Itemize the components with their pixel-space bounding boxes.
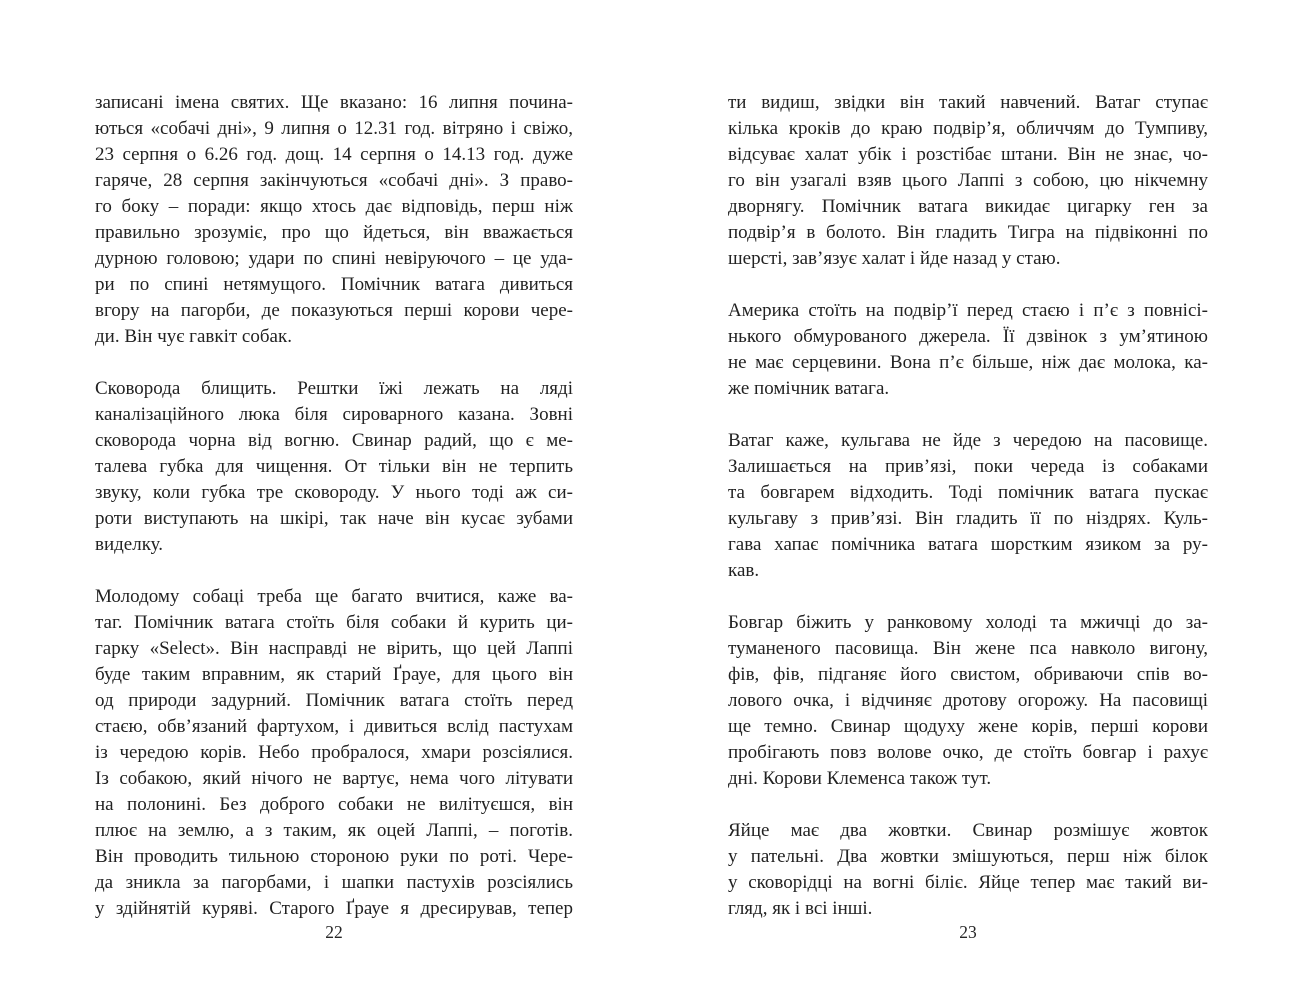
- text-line: гаряче, 28 серпня закінчуються «собачі дні». З право-: [95, 170, 573, 191]
- text-line: каналізаційного люка біля сироварного казана. Зовні: [95, 404, 573, 425]
- text-line: пробігають повз волове очко, де стоїть бовгар і рахує: [728, 742, 1208, 763]
- page-left: [95, 0, 573, 1000]
- text-line: Залишається на прив’язі, поки череда із собаками: [728, 456, 1208, 477]
- text-line: у сковорідці на вогні біліє. Яйце тепер має такий ви-: [728, 872, 1208, 893]
- text-line: го боку – поради: якщо хтось дає відповідь, перш ніж: [95, 196, 573, 217]
- page-right-text-block: [728, 0, 1208, 922]
- text-line: ються «собачі дні», 9 липня о 12.31 год. вітряно і свіжо,: [95, 118, 573, 139]
- text-line: та бовгарем відходить. Тоді помічник ватага пускає: [728, 482, 1208, 503]
- text-line: туманеного пасовища. Він жене пса навколо вигону,: [728, 638, 1208, 659]
- text-line: плює на землю, а з таким, як оцей Лаппі, – поготів.: [95, 820, 573, 841]
- text-line: у пательні. Два жовтки змішуються, перш ніж білок: [728, 846, 1208, 867]
- text-line: дурною головою; удари по спині невіруючого – це уда-: [95, 248, 573, 269]
- text-line: стаєю, обв’язаний фартухом, і дивиться вслід пастухам: [95, 716, 573, 737]
- text-line: вгору на пагорби, де показуються перші корови чере-: [95, 300, 573, 321]
- text-line: же помічник ватага.: [728, 378, 890, 399]
- paragraph: [728, 298, 1208, 402]
- text-line: сковорода чорна від вогню. Свинар радий, що є ме-: [95, 430, 573, 451]
- text-line: гарку «Select». Він насправді не вірить, що цей Лаппі: [95, 638, 573, 659]
- text-line: ди. Він чує гавкіт собак.: [95, 326, 292, 347]
- paragraph: [728, 818, 1208, 922]
- paragraph: [95, 584, 573, 922]
- text-line: Яйце має два жовтки. Свинар розмішує жовток: [728, 820, 1208, 841]
- page-left-number: 22: [325, 922, 343, 942]
- paragraph: [728, 90, 1208, 272]
- text-line: Бовгар біжить у ранковому холоді та мжичці до за-: [728, 612, 1208, 633]
- text-line: правильно зрозуміє, про що йдеться, він вважається: [95, 222, 573, 243]
- text-line: Сковорода блищить. Рештки їжі лежать на ляді: [95, 378, 573, 399]
- text-line: нького обмурованого джерела. Її дзвінок з ум’ятиною: [728, 326, 1208, 347]
- text-line: Він проводить тильною стороною руки по роті. Чере-: [95, 846, 573, 867]
- text-line: кілька кроків до краю подвір’я, обличчям до Тумпиву,: [728, 118, 1208, 139]
- text-line: Ватаг каже, кульгава не йде з чередою на пасовище.: [728, 430, 1208, 451]
- paragraph: [728, 428, 1208, 584]
- text-line: дні. Корови Клеменса також тут.: [728, 768, 992, 789]
- text-line: кав.: [728, 560, 760, 581]
- paragraph: [95, 90, 573, 350]
- text-line: ри по спині нетямущого. Помічник ватага дивиться: [95, 274, 573, 295]
- text-line: Із собакою, який нічого не вартує, нема чого літувати: [95, 768, 573, 789]
- text-line: із чередою корів. Небо пробралося, хмари розсіялися.: [95, 742, 573, 763]
- text-line: роти виступають на шкірі, так наче він кусає зубами: [95, 508, 573, 529]
- text-line: записані імена святих. Ще вказано: 16 липня почина-: [95, 92, 573, 113]
- text-line: ти видиш, звідки він такий навчений. Ватаг ступає: [728, 92, 1208, 113]
- text-line: од природи задурний. Помічник ватага стоїть перед: [95, 690, 573, 711]
- text-line: ще темно. Свинар щодуху жене корів, перші корови: [728, 716, 1208, 737]
- page-right: [728, 0, 1208, 1000]
- text-line: звуку, коли губка тре сковороду. У нього тоді аж си-: [95, 482, 573, 503]
- text-line: гляд, як і всі інші.: [728, 898, 873, 919]
- text-line: дворнягу. Помічник ватага викидає цигарку ген за: [728, 196, 1208, 217]
- paragraph: [95, 376, 573, 558]
- text-line: таг. Помічник ватага стоїть біля собаки й курить ци-: [95, 612, 573, 633]
- text-line: го він узагалі взяв цього Лаппі з собою, цю нікчемну: [728, 170, 1208, 191]
- text-line: Молодому собаці треба ще багато вчитися, каже ва-: [95, 586, 573, 607]
- text-line: подвір’я в болото. Він гладить Тигра на підвіконні по: [728, 222, 1208, 243]
- text-line: талева губка для чищення. От тільки він не терпить: [95, 456, 573, 477]
- text-line: кульгаву з прив’язі. Він гладить її по ніздрях. Куль-: [728, 508, 1208, 529]
- text-line: лового очка, і відчиняє дротову огорожу. На пасовищі: [728, 690, 1208, 711]
- text-line: на полонині. Без доброго собаки не вилітуєшся, він: [95, 794, 573, 815]
- text-line: 23 серпня о 6.26 год. дощ. 14 серпня о 14.13 год. дуже: [95, 144, 573, 165]
- text-line: да зникла за пагорбами, і шапки пастухів розсіялись: [95, 872, 573, 893]
- text-line: шерсті, зав’язує халат і йде назад у стаю.: [728, 248, 1061, 269]
- text-line: гава хапає помічника ватага шорстким язиком за ру-: [728, 534, 1208, 555]
- text-line: виделку.: [95, 534, 164, 555]
- text-line: фів, фів, підганяє його свистом, обриваючи спів во-: [728, 664, 1208, 685]
- page-right-number: 23: [959, 922, 977, 942]
- paragraph: [728, 610, 1208, 792]
- page-left-text-block: [95, 0, 573, 922]
- text-line: буде таким вправним, як старий Ґрауе, для цього він: [95, 664, 573, 685]
- text-line: у здійнятій куряві. Старого Ґрауе я дресирував, тепер: [95, 898, 573, 919]
- text-line: не має серцевини. Вона п’є більше, ніж дає молока, ка-: [728, 352, 1208, 373]
- text-line: відсуває халат убік і розстібає штани. Він не знає, чо-: [728, 144, 1208, 165]
- text-line: Америка стоїть на подвір’ї перед стаєю і п’є з повнісі-: [728, 300, 1208, 321]
